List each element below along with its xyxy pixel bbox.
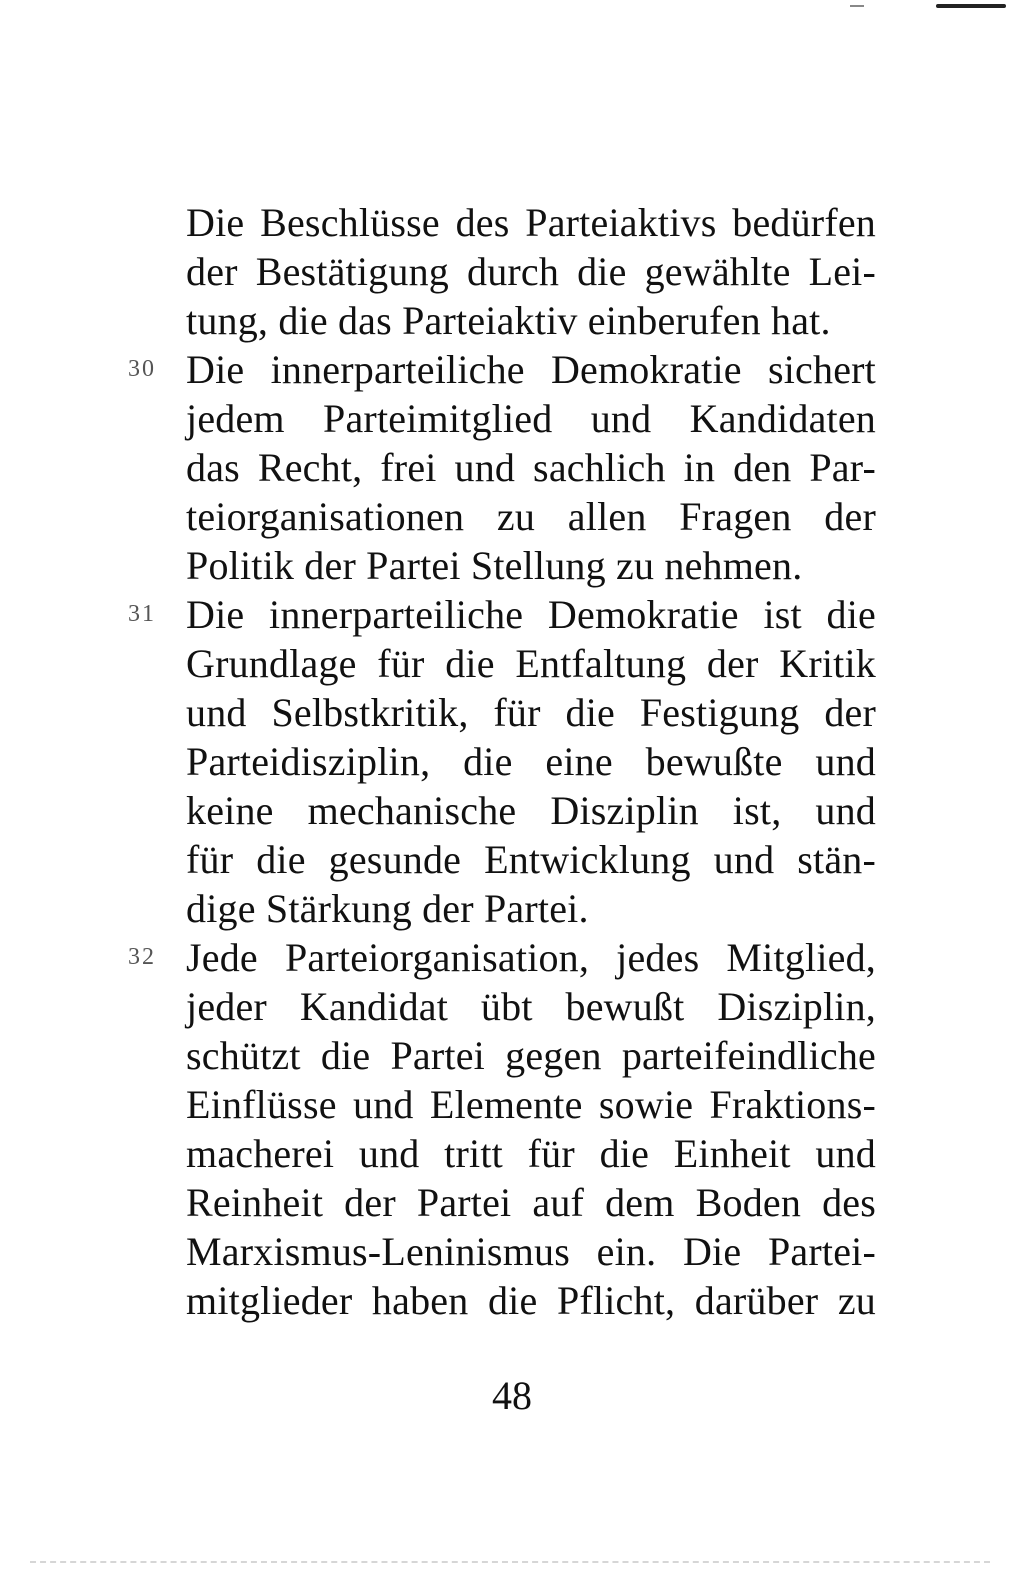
scan-edge-mark — [936, 4, 1006, 8]
text-line: Jede Parteiorganisation, jedes Mitglied, — [186, 935, 876, 980]
text-line: Politik der Partei Stellung zu nehmen. — [186, 543, 803, 588]
paragraph-30 — [128, 345, 876, 590]
text-line: jedem Parteimitglied und Kandidaten — [186, 396, 876, 441]
text-line: für die gesunde Entwicklung und stän- — [186, 837, 876, 882]
scan-bottom-edge — [30, 1561, 990, 1563]
paragraph-number: 32 — [128, 944, 156, 970]
paragraph-number: 30 — [128, 356, 156, 382]
paragraph-number: 31 — [128, 601, 156, 627]
scan-edge-mark-small — [850, 5, 864, 7]
text-line: Parteidisziplin, die eine bewußte und — [186, 739, 876, 784]
body-text — [128, 198, 876, 1325]
paragraph-continuation — [186, 198, 876, 345]
text-line: tung, die das Parteiaktiv einberufen hat. — [186, 298, 831, 343]
paragraph-31 — [128, 590, 876, 933]
text-line: das Recht, frei und sachlich in den Par- — [186, 445, 876, 490]
paragraph-32 — [128, 933, 876, 1325]
text-line: der Bestätigung durch die gewählte Lei- — [186, 249, 876, 294]
text-line: Die Beschlüsse des Parteiaktivs bedürfen — [186, 200, 876, 245]
text-line: Grundlage für die Entfaltung der Kritik — [186, 641, 876, 686]
text-line: macherei und tritt für die Einheit und — [186, 1131, 876, 1176]
text-line: Einflüsse und Elemente sowie Fraktions- — [186, 1082, 876, 1127]
text-line: Marxismus-Leninismus ein. Die Partei- — [186, 1229, 876, 1274]
text-line: keine mechanische Disziplin ist, und — [186, 788, 876, 833]
text-line: schützt die Partei gegen parteifeindliche — [186, 1033, 876, 1078]
text-line: Reinheit der Partei auf dem Boden des — [186, 1180, 876, 1225]
page-number: 48 — [492, 1373, 532, 1418]
text-line: dige Stärkung der Partei. — [186, 886, 589, 931]
text-line: und Selbstkritik, für die Festigung der — [186, 690, 876, 735]
text-line: jeder Kandidat übt bewußt Disziplin, — [186, 984, 876, 1029]
text-line: mitglieder haben die Pflicht, darüber zu — [186, 1278, 876, 1323]
text-line: teiorganisationen zu allen Fragen der — [186, 494, 876, 539]
text-line: Die innerparteiliche Demokratie sichert — [186, 347, 876, 392]
text-line: Die innerparteiliche Demokratie ist die — [186, 592, 876, 637]
